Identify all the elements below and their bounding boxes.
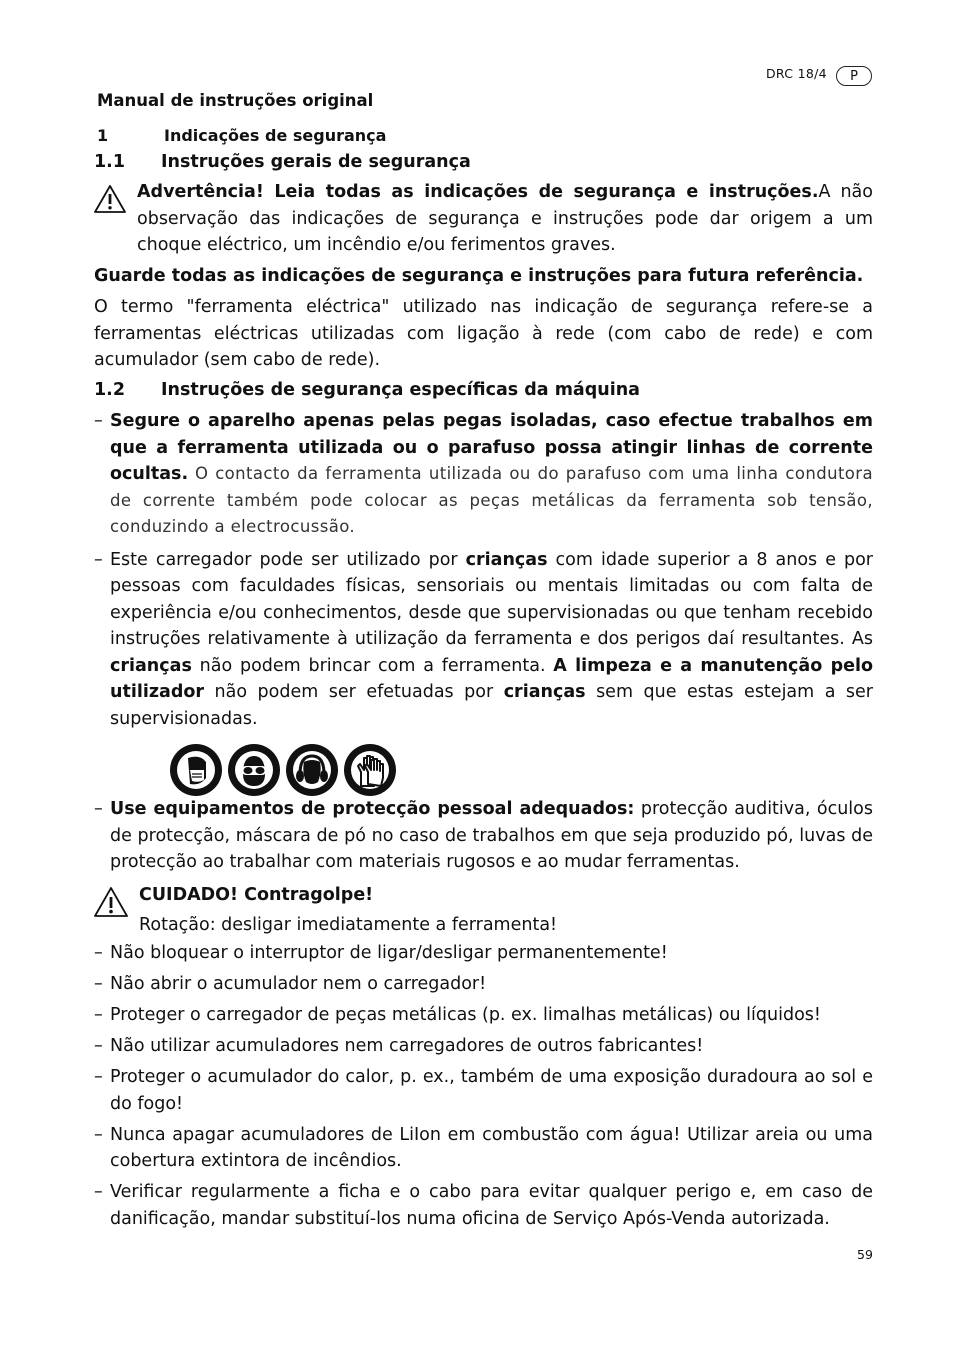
item-text: O contacto da ferramenta utilizada ou do parafuso com uma linha condutora de corrente também pode colocar as peças metálicas da ferramenta sob tensão, conduzindo a electrocussão. [110,464,873,536]
list-item: – Não utilizar acumuladores nem carregadores de outros fabricantes! [94,1036,704,1056]
item-text: Não bloquear o interruptor de ligar/desligar permanentemente! [110,943,668,963]
caution-text: Rotação: desligar imediatamente a ferramenta! [139,915,558,935]
item-bold: crianças [110,655,192,676]
warning-text: A não observação das indicações de segurança e instruções pode dar origem a um choque eléctrico, um incêndio e/ou ferimentos graves. [137,182,873,255]
section-number: 1.1 [94,152,126,172]
item-text: Proteger o acumulador do calor, p. ex., também de uma exposição duradoura ao sol e do fogo! [110,1067,873,1114]
item-bold: Segure o aparelho apenas pelas pegas isoladas, caso efectue trabalhos em que a ferramenta utilizada ou o parafuso possa atingir linhas de corrente ocultas. [110,411,873,484]
goggles-icon [228,744,280,796]
item-bold: crianças [465,549,548,570]
item-text: Proteger o carregador de peças metálicas (p. ex. limalhas metálicas) ou líquidos! [110,1005,821,1025]
item-bold: Use equipamentos de protecção pessoal adequados: [110,799,635,819]
safety-list-1 [94,408,873,732]
list-item: – Use equipamentos de protecção pessoal adequados: protecção auditiva, óculos de protecção, máscara de pó no caso de trabalhos em que seja produzido pó, luvas de protecção ao trabalhar com materiais rugosos e ao mudar ferramentas. [94,799,873,872]
item-text: não podem ser efetuadas por [204,682,504,702]
section-title: Instruções de segurança específicas da máquina [161,380,640,400]
section-1-heading [97,126,386,145]
language-badge: P [836,66,872,86]
item-text: Este carregador pode ser utilizado por [110,549,466,570]
list-item: – Verificar regularmente a ficha e o cabo para evitar qualquer perigo e, em caso de danificação, mandar substituí-los numa oficina de Serviço Após-Venda autorizada. [94,1182,873,1229]
item-bold: crianças [503,682,586,702]
item-text: Não utilizar acumuladores nem carregadores de outros fabricantes! [110,1036,704,1056]
section-1-2-heading [94,380,640,400]
general-warning [94,179,873,259]
gloves-icon [344,744,396,796]
section-title: Instruções gerais de segurança [161,152,471,172]
list-item: – Proteger o acumulador do calor, p. ex., também de uma exposição duradoura ao sol e do fogo! [94,1067,873,1114]
list-item: – Segure o aparelho apenas pelas pegas isoladas, caso efectue trabalhos em que a ferramenta utilizada ou o parafuso possa atingir linhas de corrente ocultas. O contacto da ferramenta utilizada ou do parafuso com uma linha condutora de corrente também pode colocar as peças metálicas da ferramenta sob tensão, conduzindo a electrocussão. [94,411,873,536]
item-text: protecção auditiva, óculos de protecção, máscara de pó no caso de trabalhos em que seja produzido pó, luvas de protecção ao trabalhar com materiais rugosos e ao mudar ferramentas. [110,799,873,872]
item-text: sem que estas estejam a ser supervisionadas. [110,682,874,729]
term-paragraph: O termo "ferramenta eléctrica" utilizado nas indicação de segurança refere-se a ferramentas eléctricas utilizadas com ligação à rede (com cabo de rede) e com acumulador (sem cabo de rede). [94,297,873,370]
manual-title: Manual de instruções original [97,91,374,110]
item-text: com idade superior a 8 anos e por pessoas com faculdades físicas, sensoriais ou mentais limitadas ou com falta de experiência e/ou conhecimentos, desde que supervisionadas ou que tenham recebido instruções relativamente à utilização da ferramenta e dos perigos daí resultantes. As [110,549,873,649]
caution-title: CUIDADO! Contragolpe! [139,885,374,905]
list-item: – Nunca apagar acumuladores de LiIon em combustão com água! Utilizar areia ou uma cobertura extintora de incêndios. [94,1124,873,1171]
page-number: 59 [857,1247,873,1262]
list-item: – Proteger o carregador de peças metálicas (p. ex. limalhas metálicas) ou líquidos! [94,1005,821,1025]
keep-instructions-note: Guarde todas as indicações de segurança e instruções para futura referência. [94,266,864,286]
list-item: – Não abrir o acumulador nem o carregador! [94,974,487,994]
ear-protection-icon [286,744,338,796]
warning-bold: Advertência! Leia todas as indicações de segurança e instruções. [137,182,819,202]
safety-list-2 [94,940,873,1232]
item-text: Verificar regularmente a ficha e o cabo para evitar qualquer perigo e, em caso de danificação, mandar substituí-los numa oficina de Serviço Após-Venda autorizada. [110,1182,873,1229]
dust-mask-icon [170,744,222,796]
safety-list-ppe [94,796,873,876]
section-number: 1.2 [94,380,126,400]
kickback-caution [94,880,873,940]
item-text: Nunca apagar acumuladores de LiIon em combustão com água! Utilizar areia ou uma cobertura extintora de incêndios. [110,1124,873,1171]
section-1-1-heading [94,152,471,172]
section-number: 1 [97,126,109,145]
list-item: – Este carregador pode ser utilizado por crianças com idade superior a 8 anos e por pessoas com faculdades físicas, sensoriais ou mentais limitadas ou com falta de experiência e/ou conhecimentos, desde que supervisionadas ou que tenham recebido instruções relativamente à utilização da ferramenta e dos perigos daí resultantes. As crianças não podem brincar com a ferramenta. A limpeza e a manutenção pelo utilizador não podem ser efetuadas por crianças sem que estas estejam a ser supervisionadas. [94,549,874,729]
list-item: – Não bloquear o interruptor de ligar/desligar permanentemente! [94,943,668,963]
item-bold: A limpeza e a manutenção pelo utilizador [110,655,873,702]
item-text: Não abrir o acumulador nem o carregador! [110,974,487,994]
ppe-icons [170,744,396,796]
section-title: Indicações de segurança [164,126,387,145]
model-label: DRC 18/4 [766,66,827,81]
item-text: não podem brincar com a ferramenta. [191,655,554,676]
